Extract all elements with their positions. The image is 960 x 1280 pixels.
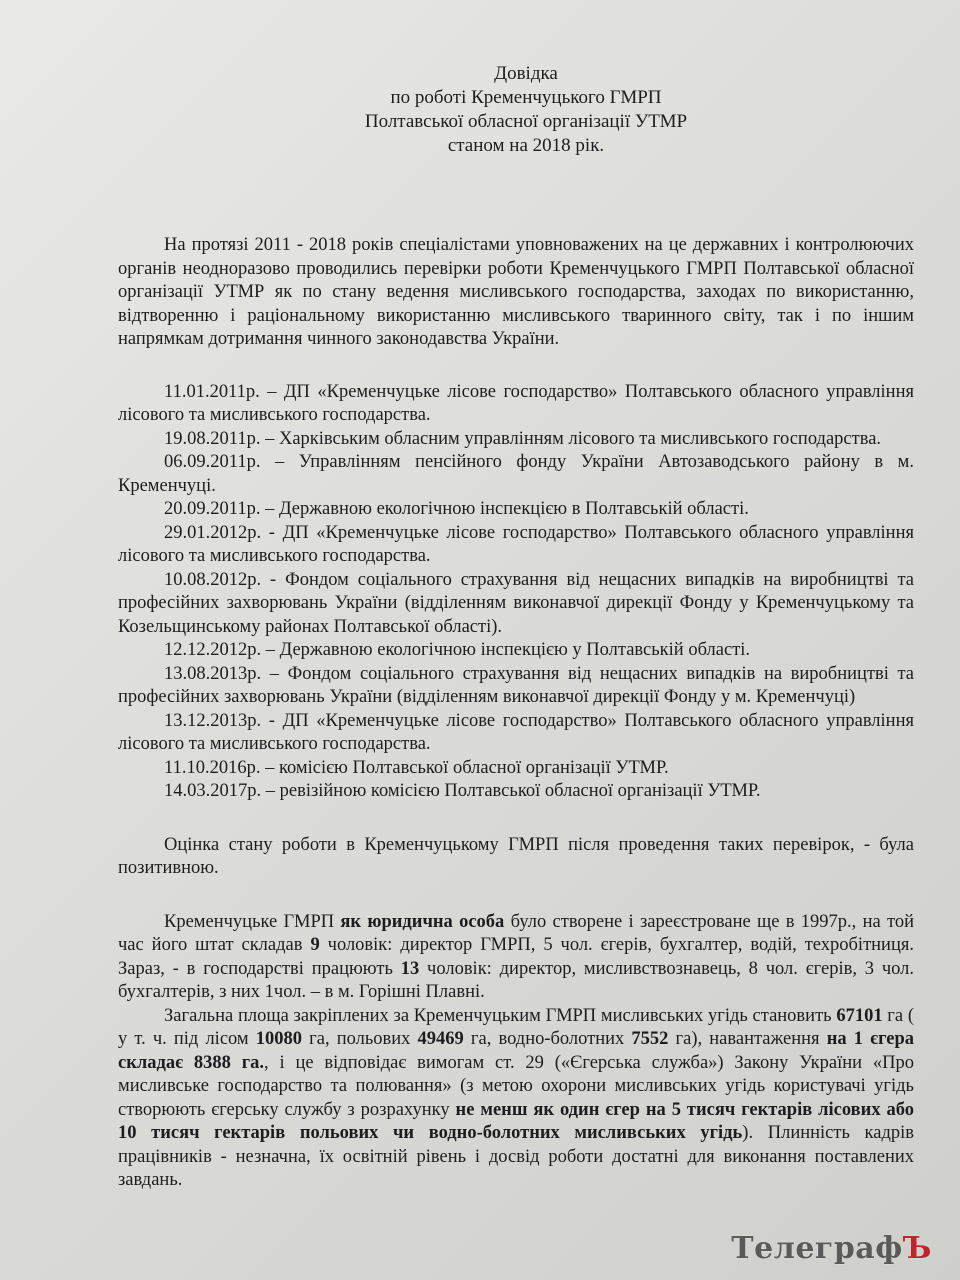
heading-line-2: по роботі Кременчуцького ГМРП [390, 87, 662, 108]
inspection-text: - ДП «Кременчуцьке лісове господарство» Полтавського обласного управління лісового та мисливського господарства. [118, 522, 914, 566]
inspection-entry [118, 451, 914, 498]
heading-title: Довідка [494, 63, 558, 84]
inspection-text: – ревізійною комісією Полтавської обласної організації УТМР. [261, 781, 761, 801]
inspection-date: 06.09.2011р. [164, 452, 261, 472]
inspection-date: 10.08.2012р. [164, 569, 262, 590]
inspection-entry [118, 381, 914, 428]
area-text: га, водно-болотних [463, 1029, 632, 1049]
inspection-entry [118, 780, 914, 804]
staff-text: чоловік: директор, мисливствознавець, 8 чол. єгерів, 3 чол. бухгалтерів, з них 1чол. – в м. Горішні Плавні. [118, 958, 915, 1002]
inspection-text: – комісією Полтавської обласної організації УТМР. [260, 757, 669, 778]
heading-line-4: станом на 2018 рік. [447, 135, 605, 156]
area-text: га ( у т. ч. під лісом [118, 1005, 914, 1049]
area-paragraph [118, 1005, 914, 1193]
area-bold: 49469 [417, 1029, 464, 1049]
inspection-text: - ДП «Кременчуцьке лісове господарство» Полтавського обласного управління лісового та мисливського господарства. [118, 710, 914, 754]
assessment-paragraph: Оцінка стану роботи в Кременчуцькому ГМРП після проведення таких перевірок, - була позитивною. [118, 834, 914, 878]
inspection-text: – Фондом соціального страхування від нещасних випадків на виробництві та професійних захворювань України (відділенням виконавчої дирекції Фонду у м. Кременчуці) [118, 663, 914, 707]
area-text: Загальна площа закріплених за Кременчуцьким ГМРП мисливських угідь становить [164, 1005, 837, 1026]
inspection-date: 13.12.2013р. [164, 710, 262, 731]
staff-paragraph [118, 911, 914, 1005]
inspection-entry [118, 498, 914, 522]
staff-bold: як юридична особа [340, 911, 505, 932]
inspection-entry [118, 757, 914, 781]
inspection-date: 20.09.2011р. [164, 499, 261, 519]
inspection-date: 19.08.2011р. [164, 428, 261, 449]
inspection-entry [118, 522, 914, 569]
inspection-date: 11.10.2016р. [164, 757, 261, 778]
inspection-text: – Державною екологічною інспекцією у Полтавській області. [261, 640, 751, 660]
area-text: га, польових [302, 1029, 418, 1049]
area-bold: 10080 [255, 1029, 303, 1049]
inspections-list [118, 381, 914, 804]
area-text: , і це відповідає вимогам ст. 29 («Єгерська служба») Закону України «Про мисливське господарство та полювання» (з метою охорони мисливських угідь користувачі угідь створюють єгерську службу з розрахунку [118, 1052, 914, 1120]
area-bold: 7552 [631, 1029, 669, 1049]
inspection-date: 29.01.2012р. [164, 522, 262, 543]
inspection-date: 11.01.2011р. [164, 381, 260, 402]
inspection-entry [118, 710, 914, 757]
area-text: ). Плинність кадрів працівників - незначна, їх освітній рівень і досвід роботи достатні для виконання поставлених завдань. [118, 1123, 914, 1190]
inspection-text: – ДП «Кременчуцьке лісове господарство» Полтавського обласного управління лісового та мисливського господарства. [118, 381, 914, 425]
staff-text: Кременчуцьке ГМРП [164, 911, 341, 932]
inspection-date: 13.08.2013р. [164, 663, 262, 684]
staff-text: чоловік: директор ГМРП, 5 чол. єгерів, бухгалтер, водій, техробітниця. Зараз, - в господарстві працюють [118, 935, 914, 979]
inspection-text: – Харківським обласним управлінням лісового та мисливського господарства. [260, 428, 882, 449]
inspection-date: 14.03.2017р. [164, 781, 262, 801]
area-text: га), навантаження [668, 1029, 827, 1049]
watermark-hard-sign: Ъ [902, 1231, 932, 1266]
telegraf-watermark [731, 1231, 932, 1266]
inspection-entry [118, 639, 914, 663]
inspection-text: - Фондом соціального страхування від нещасних випадків на виробництві та професійних захворювань України (відділенням виконавчої дирекції Фонду у Кременчуцькому та Козельщинському районах Полтавської області). [118, 569, 914, 637]
staff-bold: 13 [400, 958, 420, 979]
inspection-date: 12.12.2012р. [164, 640, 262, 660]
inspection-text: – Управлінням пенсійного фонду України Автозаводського району в м. Кременчуці. [118, 452, 914, 496]
document-heading [118, 62, 914, 158]
staff-text: було створене і зареєстроване ще в 1997р., на той час його штат складав [118, 911, 914, 955]
area-bold: на 1 єгера складає 8388 га. [118, 1029, 914, 1073]
watermark-text: Телеграф [731, 1231, 903, 1266]
area-bold: 67101 [836, 1005, 883, 1026]
area-bold: не менш як один єгер на 5 тисяч гектарів лісових або 10 тисяч гектарів польових чи водно-болотних мисливських угідь [118, 1099, 915, 1143]
inspection-entry [118, 663, 914, 710]
inspection-text: – Державною екологічною інспекцією в Полтавській області. [260, 499, 749, 519]
heading-line-3: Полтавської обласної організації УТМР [364, 111, 688, 132]
inspection-entry [118, 569, 914, 640]
staff-bold: 9 [310, 935, 320, 955]
inspection-entry [118, 428, 914, 452]
intro-paragraph: На протязі 2011 - 2018 років спеціалістами уповноважених на це державних і контролюючих органів неодноразово проводились перевірки роботи Кременчуцького ГМРП Полтавської обласної організації УТМР як по стану ведення мисливського господарства, заходах по використанню, відтворенню і раціональному використанню мисливського тваринного світу, так і по іншим напрямкам дотримання чинного законодавства України. [118, 235, 914, 349]
